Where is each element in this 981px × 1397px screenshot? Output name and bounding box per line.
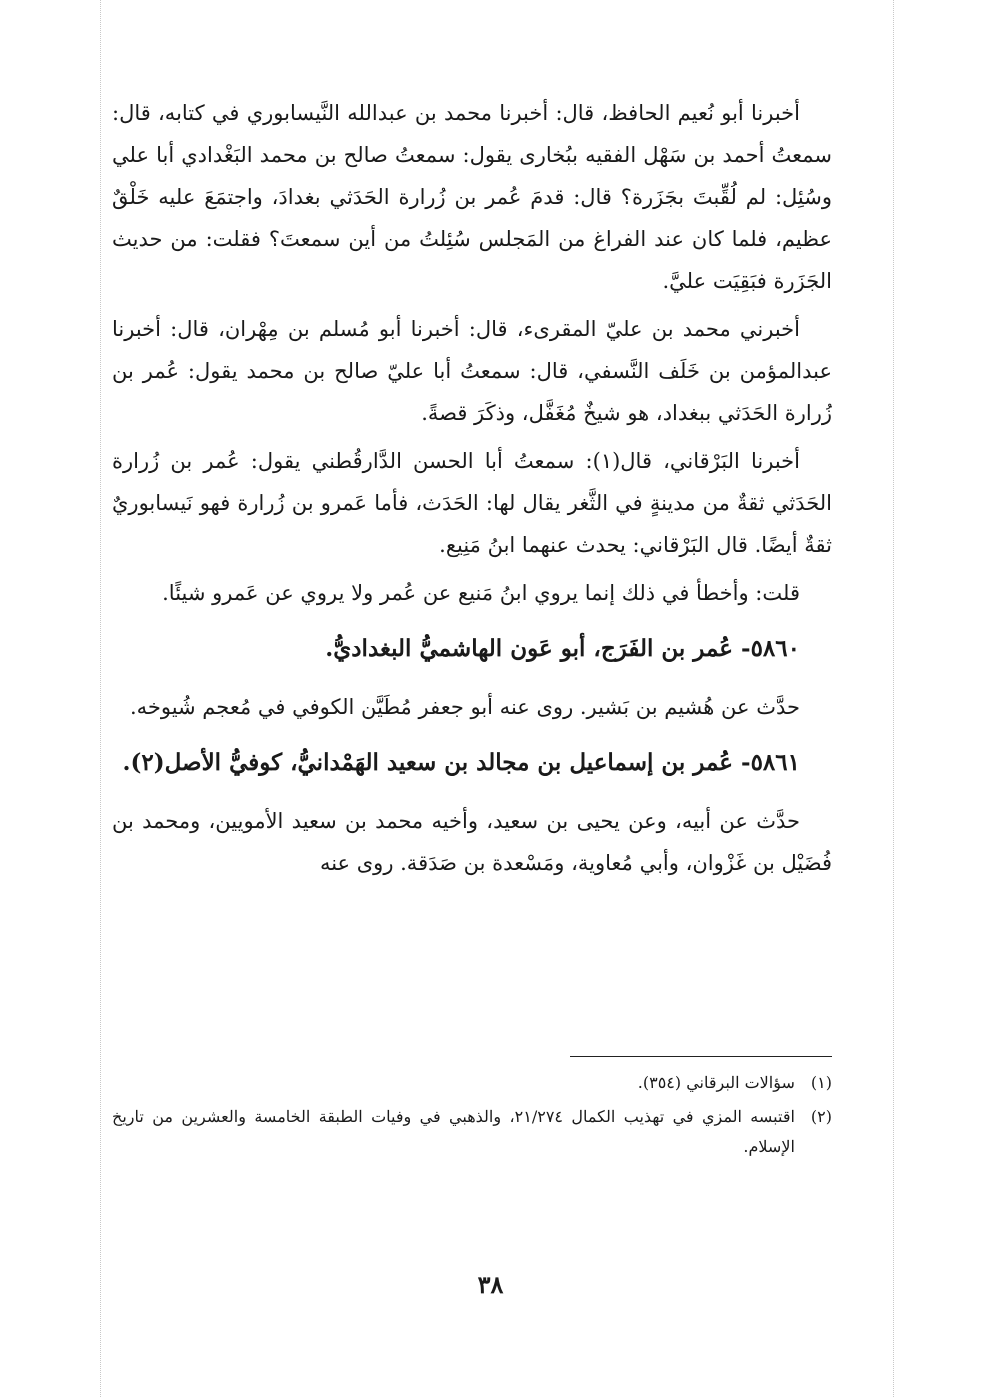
footnote-1 (112, 1068, 832, 1098)
paragraph-4: قلت: وأخطأ في ذلك إنما يروي ابنُ مَنيع عن عُمر ولا يروي عن عَمرو شيئًا. (162, 581, 800, 605)
footnote-2 (112, 1102, 832, 1162)
scan-edge-left (100, 0, 101, 1397)
footnote-text: سؤالات البرقاني (٣٥٤). (637, 1073, 795, 1092)
entry-text-5860: حدَّث عن هُشيم بن بَشير. روى عنه أبو جعفر مُطَيَّن الكوفي في مُعجم شُيوخه. (129, 695, 800, 719)
entry-heading-5860: ٥٨٦٠- عُمر بن الفَرَج، أبو عَون الهاشميُّ البغداديُّ. (325, 635, 800, 662)
paragraph-2: أخبرني محمد بن عليّ المقرىء، قال: أخبرنا أبو مُسلم بن مِهْران، قال: أخبرنا عبدالمؤمن بن خَلَف النَّسفي، قال: سمعتُ أبا عليّ صالح بن محمد يقول: عُمر بن زُرارة الحَدَثي ببغداد، هو شيخٌ مُغَفَّل، وذكَرَ قصةً. (112, 317, 832, 425)
footnote-number: (٢) (810, 1107, 832, 1126)
footnote-divider (570, 1056, 832, 1057)
page-number: ٣٨ (477, 1270, 504, 1299)
main-text (112, 92, 832, 890)
entry-text-5861: حدَّث عن أبيه، وعن يحيى بن سعيد، وأخيه محمد بن سعيد الأمويين، ومحمد بن فُضَيْل بن غَزْوان، وأبي مُعاوية، ومَسْعدة بن صَدَقة. روى عنه (112, 809, 832, 875)
paragraph-3: أخبرنا البَرْقاني، قال(١): سمعتُ أبا الحسن الدَّارقُطني يقول: عُمر بن زُرارة الحَدَثي ثقةٌ من مدينةٍ في الثَّغر يقال لها: الحَدَث، فأما عَمرو بن زُرارة فهو نَيسابوريٌ ثقةٌ أيضًا. قال البَرْقاني: يحدث عنهما ابنُ مَنِيع. (112, 449, 832, 557)
footnote-number: (١) (810, 1073, 832, 1092)
paragraph-1: أخبرنا أبو نُعيم الحافظ، قال: أخبرنا محمد بن عبدالله النَّيسابوري في كتابه، قال: سمعتُ أحمد بن سَهْل الفقيه ببُخارى يقول: سمعتُ صالح بن محمد البَغْدادي أبا علي وسُئِل: لم لُقِّبتَ بجَزَرة؟ قال: قدمَ عُمر بن زُرارة الحَدَثي بغدادَ، واجتمَعَ عليه خَلْقٌ عظيم، فلما كان عند الفراغ من المَجلس سُئِلتُ من أين سمعتَ؟ فقلت: من حديث الجَزَرة فبَقِيَت عليَّ. (112, 101, 832, 293)
footnote-text: اقتبسه المزي في تهذيب الكمال ٢١/٢٧٤، والذهبي في وفيات الطبقة الخامسة والعشرين من تاريخ الإسلام. (112, 1107, 795, 1156)
footnotes (112, 1068, 832, 1166)
entry-heading-5861: ٥٨٦١- عُمر بن إسماعيل بن مجالد بن سعيد الهَمْدانيُّ، كوفيُّ الأصل(٢). (122, 749, 800, 776)
scan-edge-right (893, 0, 894, 1397)
